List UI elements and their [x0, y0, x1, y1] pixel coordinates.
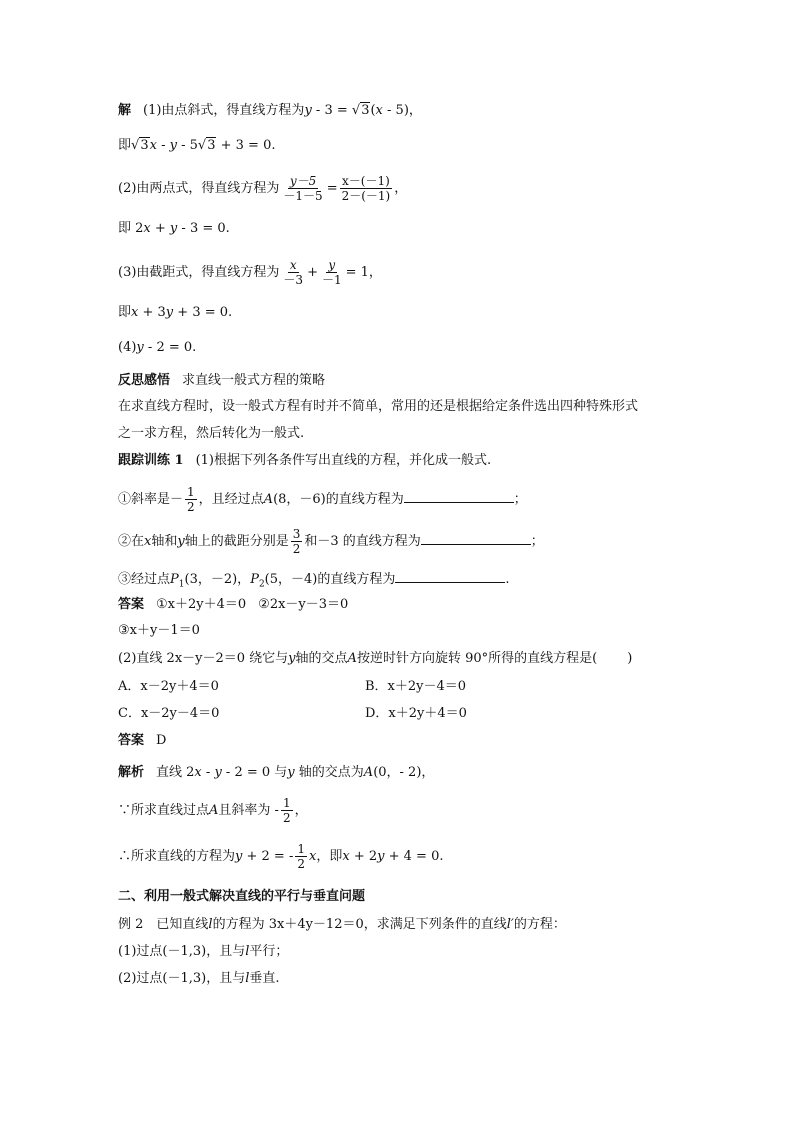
- section-heading: 二、利用一般式解决直线的平行与垂直问题: [118, 889, 366, 904]
- answer-blank[interactable]: [395, 570, 505, 583]
- fraction: $\frac{y}{-1}$: [321, 258, 342, 287]
- sqrt-symbol: √3: [351, 103, 370, 118]
- solution-label: 解: [118, 103, 132, 118]
- solution-line-2: (2)由两点式，得直线方程为 $\frac{y-5}{-1-5}$ = $\frac{x-(-1)}{2-(-1)}$ ，: [118, 174, 408, 203]
- fraction: $\frac{x}{-3}$: [283, 258, 304, 287]
- practice-answer-2: ③x＋y－1＝0: [118, 623, 200, 638]
- analysis-line-2: ∵所求直线过点A且斜率为 - $\frac{1}{2}$ ，: [118, 796, 308, 825]
- solution-line-1: 解 (1)由点斜式，得直线方程为y - 3 = √3(x - 5)，: [118, 103, 422, 118]
- practice-q4: (2)直线 2x－y－2＝0 绕它与y轴的交点A按逆时针方向旋转 90°所得的直线方程是( ): [118, 651, 633, 666]
- reflection-text-1: 在求直线方程时，设一般式方程有时并不简单，常用的还是根据给定条件选出四种特殊形式: [118, 399, 639, 414]
- analysis-line-3: ∴所求直线的方程为y + 2 = - $\frac{1}{2}$ x，即x + 2y + 4 = 0.: [118, 842, 444, 871]
- example-2-prompt: 例 2 已知直线l的方程为 3x＋4y－12＝0，求满足下列条件的直线l′的方程：: [118, 917, 566, 932]
- practice-answer-3: 答案 D: [118, 733, 167, 748]
- solution-line-1b: 即√3x - y - 5√3 + 3 = 0.: [118, 138, 276, 153]
- solution-line-4: (4)y - 2 = 0.: [118, 340, 197, 355]
- option-d: D．x＋2y＋4＝0: [365, 706, 467, 721]
- solution-line-3b: 即x + 3y + 3 = 0.: [118, 305, 233, 320]
- practice-q1: ①斜率是－ $\frac{1}{2}$ ，且经过点A(8，－6)的直线方程为 ；: [118, 485, 527, 514]
- fraction: $\frac{3}{2}$: [292, 527, 301, 556]
- fraction: $\frac{x-(-1)}{2-(-1)}$: [341, 174, 391, 203]
- solution-line-2b: 即 2x + y - 3 = 0.: [118, 221, 230, 236]
- fraction: $\frac{1}{2}$: [297, 842, 305, 871]
- practice-q3: ③经过点$P_1(3$，－2)，$P_2(5$，－4)的直线方程为 .: [118, 572, 510, 590]
- example-2-condition-1: (1)过点(－1,3)，且与l平行；: [118, 944, 289, 959]
- fraction: $\frac{1}{2}$: [187, 485, 195, 514]
- analysis-line-1: 解析 直线 2x - y - 2 = 0 与y 轴的交点为A(0，- 2)，: [118, 765, 435, 780]
- fraction: $\frac{1}{2}$: [282, 796, 291, 825]
- reflection-text-2: 之一求方程，然后转化为一般式.: [118, 426, 305, 441]
- practice-answer-1: 答案 ①x＋2y＋4＝0 ②2x－y－3＝0: [118, 597, 349, 612]
- practice-q2: ②在x轴和y轴上的截距分别是 $\frac{3}{2}$ 和－3 的直线方程为 ；: [118, 527, 544, 556]
- fraction: $\frac{y-5}{-1-5}$: [283, 174, 323, 203]
- example-2-condition-2: (2)过点(－1,3)，且与l垂直.: [118, 971, 280, 986]
- option-c: C．x－2y－4＝0: [118, 706, 220, 721]
- reflection-heading: 反思感悟 求直线一般式方程的策略: [118, 373, 326, 388]
- option-a: A．x－2y＋4＝0: [118, 679, 219, 694]
- option-b: B．x＋2y－4＝0: [365, 679, 467, 694]
- solution-line-3: (3)由截距式，得直线方程为 $\frac{x}{-3}$ + $\frac{y}{-1}$ = 1，: [118, 258, 382, 287]
- answer-blank[interactable]: [421, 532, 531, 545]
- practice-heading: 跟踪训练 1 (1)根据下列各条件写出直线的方程，并化成一般式.: [118, 453, 492, 468]
- answer-blank[interactable]: [404, 490, 514, 503]
